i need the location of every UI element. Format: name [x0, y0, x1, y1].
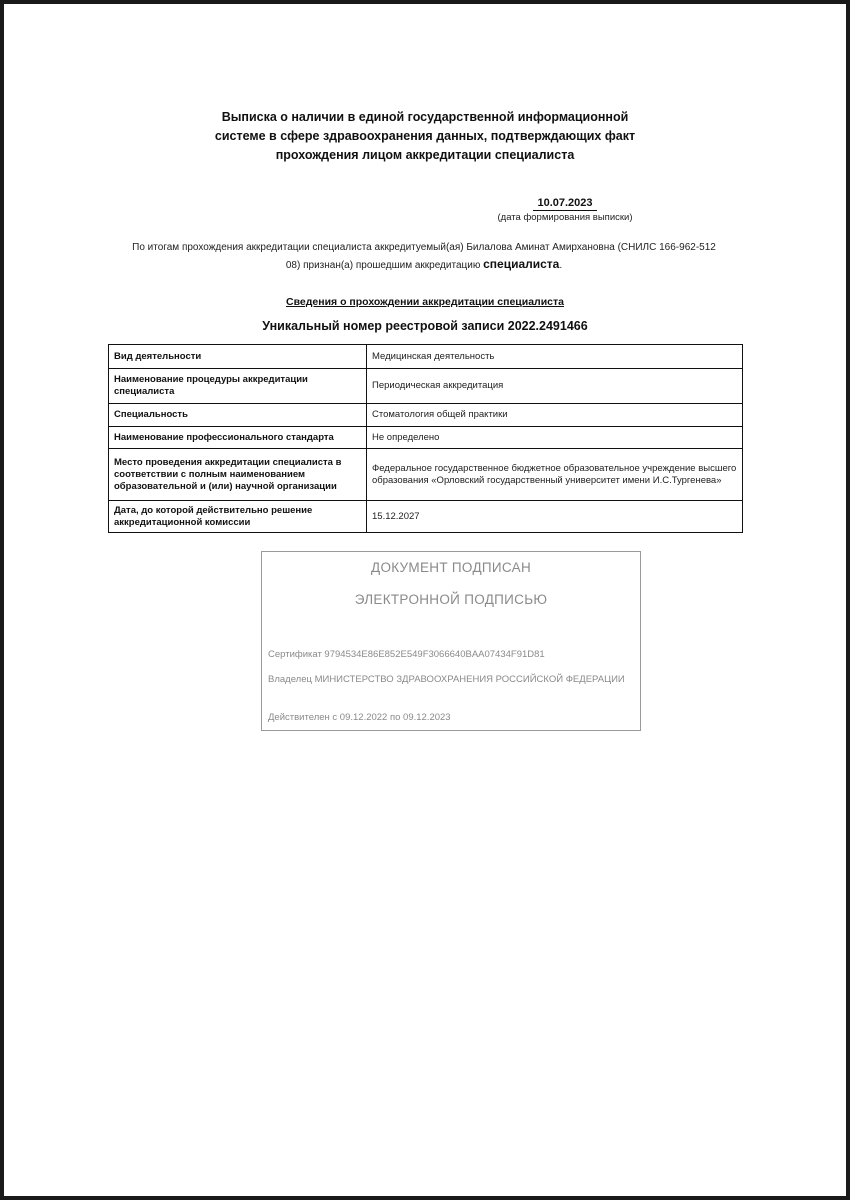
intro-strong-text: специалиста: [483, 257, 560, 271]
row-value: Медицинская деятельность: [367, 345, 743, 369]
table-row: [109, 501, 743, 533]
signature-heading: ДОКУМЕНТ ПОДПИСАН: [371, 560, 531, 575]
formation-date-block: [480, 193, 650, 224]
signature-certificate: Сертификат 9794534E86E852E549F3066640BAA07434F91D81: [268, 649, 545, 660]
row-label: Наименование процедуры аккредитации специалиста: [109, 369, 367, 404]
table-row: [109, 449, 743, 501]
intro-line: По итогам прохождения аккредитации специалиста аккредитуемый(ая) Билалова Аминат Амирхановна (СНИЛС 166-962-512: [132, 242, 716, 253]
row-value: 15.12.2027: [367, 501, 743, 533]
registry-number: Уникальный номер реестровой записи 2022.2491466: [262, 319, 588, 333]
row-value: Периодическая аккредитация: [367, 369, 743, 404]
row-label: Специальность: [109, 404, 367, 427]
row-value: Федеральное государственное бюджетное образовательное учреждение высшего образования «Орловский государственный университет имени И.С.Тургенева»: [367, 449, 743, 501]
title-line: Выписка о наличии в единой государственной информационной: [221, 110, 629, 124]
row-value: Не определено: [367, 427, 743, 449]
electronic-signature-stamp: [261, 551, 641, 731]
title-line: прохождения лицом аккредитации специалиста: [275, 148, 575, 162]
intro-paragraph: [104, 240, 744, 274]
formation-date: 10.07.2023: [533, 196, 596, 211]
row-value: Стоматология общей практики: [367, 404, 743, 427]
table-row: [109, 427, 743, 449]
signature-owner: Владелец МИНИСТЕРСТВО ЗДРАВООХРАНЕНИЯ РОССИЙСКОЙ ФЕДЕРАЦИИ: [268, 674, 625, 685]
title-line: системе в сфере здравоохранения данных, подтверждающих факт: [214, 129, 636, 143]
row-label: Наименование профессионального стандарта: [109, 427, 367, 449]
signature-validity: Действителен с 09.12.2022 по 09.12.2023: [268, 712, 451, 723]
table-row: [109, 345, 743, 369]
row-label: Место проведения аккредитации специалиста в соответствии с полным наименованием образовательной и (или) научной организации: [109, 449, 367, 501]
intro-end: .: [559, 260, 563, 271]
intro-line: 08) признан(а) прошедшим аккредитацию: [285, 260, 481, 271]
signature-subheading: ЭЛЕКТРОННОЙ ПОДПИСЬЮ: [354, 592, 548, 607]
table-row: [109, 369, 743, 404]
intro-line-2: [104, 256, 744, 274]
section-title: Сведения о прохождении аккредитации специалиста: [286, 296, 564, 308]
table-row: [109, 404, 743, 427]
row-label: Вид деятельности: [109, 345, 367, 369]
document-title: [180, 108, 670, 165]
formation-date-caption: (дата формирования выписки): [497, 212, 633, 223]
accreditation-table: [108, 344, 743, 533]
row-label: Дата, до которой действительно решение аккредитационной комиссии: [109, 501, 367, 533]
